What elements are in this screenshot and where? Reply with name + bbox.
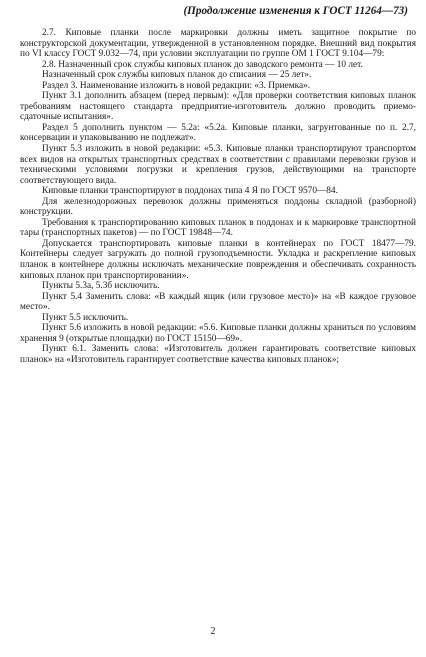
paragraph-5-6: Пункт 5.6 изложить в новой редакции: «5.6. Киповые планки должны храниться по условиям хранения 9 (открытые площадки) по ГОСТ 15150—69». bbox=[20, 323, 416, 344]
paragraph-5-4: Пункт 5.4 Заменить слова: «В каждый ящик (или грузовое место)» на «В каждое грузовое место». bbox=[20, 291, 416, 313]
paragraph-section-3: Раздел 3. Наименование изложить в новой редакции: «3. Приемка». bbox=[42, 80, 311, 91]
paragraph-railway: Для железнодорожных перевозок должны применяться поддоны складной (разборной) конструкции. bbox=[20, 196, 416, 218]
paragraph-section-5: Раздел 5 дополнить пунктом — 5.2а: «5.2а. Киповые планки, загрунтованные по п. 2.7, консервации и упаковыванию не подлежат». bbox=[20, 122, 416, 144]
paragraph-6-1: Пункт 6.1. Заменить слова: «Изготовитель должен гарантировать соответствие киповых планок» на «Изготовитель гарантирует соответствие качества киповых планок»; bbox=[20, 344, 416, 365]
page-header: (Продолжение изменения к ГОСТ 11264—73) bbox=[183, 5, 408, 17]
paragraph-5-3: Пункт 5.3 изложить в новой редакции: «5.3. Киповые планки транспортируют транспортом всех видов на открытых транспортных средствах в соответствии с правилами перевозки грузов и техническими условиями погрузки и крепления грузов, действующими на транспорте соответствующего вида. bbox=[20, 144, 416, 186]
paragraph-2-8: 2.8. Назначенный срок службы киповых планок до заводского ремонта — 10 лет. bbox=[42, 59, 363, 70]
paragraph-pallet-requirements: Требования к транспортированию киповых планок в поддонах и к маркировке транспортной тары (транспортных пакетов) — по ГОСТ 19848—74. bbox=[20, 217, 416, 239]
paragraph-service-life: Назначенный срок службы киповых планок до списания — 25 лет». bbox=[42, 70, 312, 81]
page-number: 2 bbox=[210, 626, 216, 637]
paragraph-2-7: 2.7. Киповые планки после маркировки должны иметь защитное покрытие по конструкторской документации, утвержденной в установленном порядке. Внешний вид покрытия по VI классу ГОСТ 9.032—74, при условии эксплуатации по группе ОМ 1 ГОСТ 9.104—79: bbox=[20, 28, 416, 60]
paragraph-5-3a-5-3b: Пункты 5.3а, 5.3б исключить. bbox=[42, 281, 160, 292]
paragraph-containers: Допускается транспортировать киповые планки в контейнерах по ГОСТ 18477—79. Контейнеры следует загружать до полной грузоподъемности. Укладка и раскрепление киповых планок в контейнере должны исключать механические повреждения и обеспечивать сохранность киповых планок при транспортировании». bbox=[20, 238, 416, 281]
paragraph-5-5: Пункт 5.5 исключить. bbox=[42, 312, 129, 323]
paragraph-pallets: Киповые планки транспортируют в поддонах типа 4 Я по ГОСТ 9570—84. bbox=[42, 186, 338, 197]
paragraph-3-1: Пункт 3.1 дополнить абзацем (перед первым): «Для проверки соответствия киповых планок требованиям настоящего стандарта предприятие-изготовитель должно проводить приемо-сдаточные испытания». bbox=[20, 91, 416, 123]
document-body bbox=[20, 28, 416, 366]
